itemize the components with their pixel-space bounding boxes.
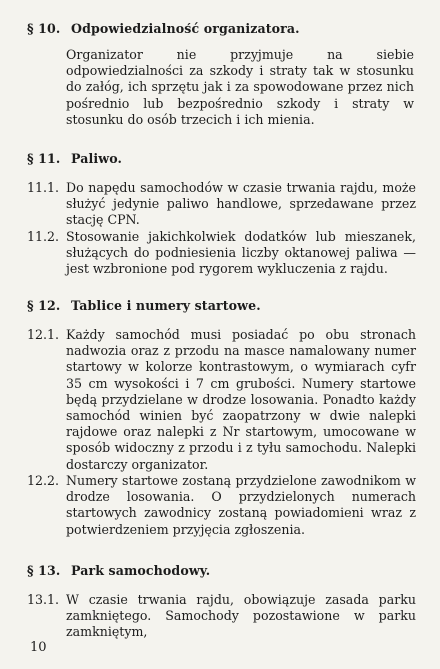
- item-text: Stosowanie jakichkolwiek dodatków lub mieszanek, służących do podniesienia liczby oktanowej paliwa — jest wzbronione pod rygorem wykluczenia z rajdu.: [66, 229, 416, 277]
- item-number: 13.1.: [27, 592, 60, 607]
- item-number: 12.1.: [27, 327, 60, 342]
- list-item: [27, 473, 416, 538]
- section-title: Paliwo.: [71, 151, 122, 166]
- item-number: 11.1.: [27, 180, 60, 195]
- section-title: Tablice i numery startowe.: [71, 298, 261, 313]
- item-text: W czasie trwania rajdu, obowiązuje zasada parku zamkniętego. Samochody pozostawione w parku zamkniętym,: [66, 592, 416, 640]
- section-heading-13: [27, 563, 210, 578]
- section-number: § 10.: [27, 21, 61, 36]
- page-number: 10: [30, 640, 47, 655]
- section-number: § 13.: [27, 563, 61, 578]
- section-heading-11: [27, 151, 122, 166]
- list-item: [27, 180, 416, 229]
- item-text: Do napędu samochodów w czasie trwania rajdu, może służyć jedynie paliwo handlowe, sprzedawane przez stację CPN.: [66, 180, 416, 228]
- section-number: § 12.: [27, 298, 61, 313]
- list-item: [27, 592, 416, 641]
- list-item: [27, 327, 416, 473]
- item-text: Numery startowe zostaną przydzielone zawodnikom w drodze losowania. O przydzielonych numerach startowych zawodnicy zostaną powiadomieni wraz z potwierdzeniem przyjęcia zgłoszenia.: [66, 473, 416, 537]
- item-number: 11.2.: [27, 229, 60, 244]
- section-heading-12: [27, 298, 261, 313]
- item-number: 12.2.: [27, 473, 60, 488]
- section-title: Park samochodowy.: [71, 563, 211, 578]
- item-text: Każdy samochód musi posiadać po obu stronach nadwozia oraz z przodu na masce namalowany numer startowy w kolorze kontrastowym, o wymiarach cyfr 35 cm wysokości i 7 cm grubości. Numery startowe będą przydzielane w drodze losowania. Ponadto każdy samochód winien być zaopatrzony w dwie nalepki rajdowe oraz nalepki z Nr startowym, umocowane w sposób widoczny z przodu i z tyłu samochodu. Nalepki dostarczy organizator.: [66, 327, 416, 472]
- list-item: [27, 229, 416, 278]
- section-10-paragraph: Organizator nie przyjmuje na siebie odpowiedzialności za szkody i straty tak w stosunku do załóg, ich sprzętu jak i za spowodowane przez nich pośrednio lub bezpośrednio szkody i straty w stosunku do osób trzecich i ich mienia.: [66, 47, 414, 127]
- section-heading-10: [27, 21, 300, 36]
- section-number: § 11.: [27, 151, 61, 166]
- section-title: Odpowiedzialność organizatora.: [71, 21, 300, 36]
